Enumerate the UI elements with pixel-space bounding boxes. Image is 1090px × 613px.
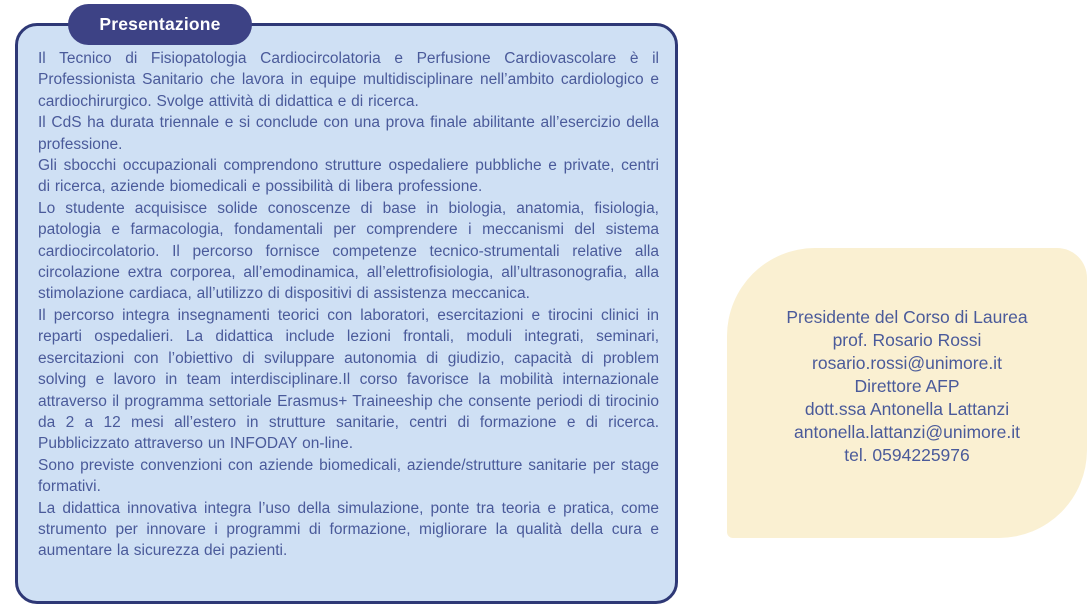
contact-director-email: antonella.lattanzi@unimore.it — [794, 421, 1020, 442]
contact-president-email: rosario.rossi@unimore.it — [812, 352, 1002, 373]
presentation-paragraph: Sono previste convenzioni con aziende biomedicali, aziende/strutture sanitarie per stage formativi. — [38, 456, 659, 496]
contact-phone: tel. 0594225976 — [844, 444, 970, 465]
presentation-tab-badge — [68, 4, 252, 45]
contact-role-director: Direttore AFP — [854, 375, 960, 396]
presentation-text-block — [38, 48, 659, 595]
presentation-card — [15, 23, 678, 604]
contact-director-name: dott.ssa Antonella Lattanzi — [804, 398, 1010, 419]
presentation-paragraph: Il percorso integra insegnamenti teorici con laboratori, esercitazioni e tirocini clinici in reparti ospedalieri. La didattica include lezioni frontali, moduli integrati, seminari, esercitazioni con l’obiettivo di sviluppare autonomia di giudizio, capacità di problem solving e lavoro in team interdisciplinare.Il corso favorisce la mobilità internazionale attraverso il programma settoriale Erasmus+ Traineeship che consente periodi di tirocinio da 2 a 12 mesi all’estero in strutture sanitarie, centri di formazione e di ricerca. Pubblicizzato attraverso un INFODAY on-line. — [38, 306, 659, 453]
presentation-paragraph: Il Tecnico di Fisiopatologia Cardiocircolatoria e Perfusione Cardiovascolare è il Professionista Sanitario che lavora in equipe multidisciplinare nell’ambito cardiologico e cardiochirurgico. Svolge attività di didattica e di ricerca. — [38, 50, 659, 110]
contact-text-block — [786, 306, 1027, 467]
presentation-paragraph: Lo studente acquisisce solide conoscenze di base in biologia, anatomia, fisiologia, patologia e farmacologia, fondamentali per comprendere i meccanismi del sistema cardiocircolatorio. Il percorso fornisce competenze tecnico-strumentali relative alla circolazione extra corporea, all’emodinamica, all’elettrofisiologia, all’ultrasonografia, alla stimolazione cardiaca, all’utilizzo di dispositivi di assistenza meccanica. — [38, 199, 659, 303]
presentation-tab-label: Presentazione — [99, 14, 221, 34]
presentation-paragraph: Gli sbocchi occupazionali comprendono strutture ospedaliere pubbliche e private, centri di ricerca, aziende biomedicali e possibilità di libera professione. — [38, 157, 659, 196]
presentation-paragraph: Il CdS ha durata triennale e si conclude con una prova finale abilitante all’esercizio della professione. — [38, 114, 659, 153]
contact-role-president: Presidente del Corso di Laurea — [786, 306, 1028, 327]
contact-panel — [727, 248, 1087, 538]
presentation-paragraph: La didattica innovativa integra l’uso della simulazione, ponte tra teoria e pratica, come strumento per innovare i programmi di formazione, migliorare la qualità della cura e aumentare la sicurezza dei pazienti. — [38, 499, 659, 560]
contact-president-name: prof. Rosario Rossi — [832, 329, 982, 350]
